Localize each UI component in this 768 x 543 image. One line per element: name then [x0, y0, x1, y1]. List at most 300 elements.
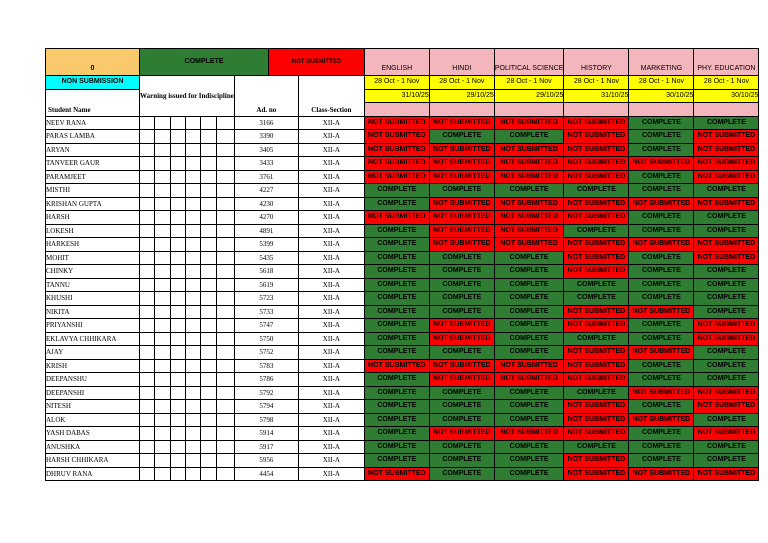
- due-date-cell[interactable]: 30/10/25: [629, 89, 694, 103]
- warning-mark-cell[interactable]: [201, 292, 216, 306]
- class-section-cell[interactable]: XII-A: [298, 197, 364, 211]
- empty-pink-cell[interactable]: [429, 103, 494, 117]
- status-cell[interactable]: NOT SUBMITTED: [694, 197, 759, 211]
- status-cell[interactable]: NOT SUBMITTED: [494, 211, 564, 225]
- status-cell[interactable]: COMPLETE: [629, 116, 694, 130]
- warning-mark-cell[interactable]: [201, 251, 216, 265]
- warning-mark-cell[interactable]: [185, 197, 200, 211]
- status-cell[interactable]: NOT SUBMITTED: [364, 467, 429, 481]
- warning-mark-cell[interactable]: [185, 386, 200, 400]
- warning-mark-cell[interactable]: [216, 427, 234, 441]
- status-cell[interactable]: COMPLETE: [694, 211, 759, 225]
- warning-mark-cell[interactable]: [201, 373, 216, 387]
- class-section-cell[interactable]: XII-A: [298, 211, 364, 225]
- warning-mark-cell[interactable]: [155, 400, 170, 414]
- class-section-cell[interactable]: XII-A: [298, 467, 364, 481]
- warning-mark-cell[interactable]: [201, 319, 216, 333]
- ad-no-cell[interactable]: 3390: [234, 130, 298, 144]
- status-cell[interactable]: NOT SUBMITTED: [564, 427, 629, 441]
- status-cell[interactable]: NOT SUBMITTED: [429, 427, 494, 441]
- warning-mark-cell[interactable]: [170, 265, 185, 279]
- warning-mark-cell[interactable]: [185, 116, 200, 130]
- status-cell[interactable]: NOT SUBMITTED: [564, 467, 629, 481]
- status-cell[interactable]: COMPLETE: [694, 359, 759, 373]
- status-cell[interactable]: NOT SUBMITTED: [694, 143, 759, 157]
- student-name-cell[interactable]: DEEPANSHU: [46, 373, 140, 387]
- status-cell[interactable]: COMPLETE: [429, 346, 494, 360]
- warning-mark-cell[interactable]: [170, 170, 185, 184]
- status-cell[interactable]: NOT SUBMITTED: [629, 238, 694, 252]
- status-cell[interactable]: NOT SUBMITTED: [564, 143, 629, 157]
- status-cell[interactable]: COMPLETE: [629, 170, 694, 184]
- status-cell[interactable]: NOT SUBMITTED: [494, 427, 564, 441]
- status-cell[interactable]: COMPLETE: [429, 292, 494, 306]
- status-cell[interactable]: NOT SUBMITTED: [564, 400, 629, 414]
- warning-mark-cell[interactable]: [185, 373, 200, 387]
- warning-mark-cell[interactable]: [185, 265, 200, 279]
- warning-mark-cell[interactable]: [140, 440, 155, 454]
- warning-mark-cell[interactable]: [216, 305, 234, 319]
- status-cell[interactable]: COMPLETE: [494, 346, 564, 360]
- ad-no-cell[interactable]: 5914: [234, 427, 298, 441]
- status-cell[interactable]: COMPLETE: [494, 332, 564, 346]
- class-section-cell[interactable]: XII-A: [298, 305, 364, 319]
- status-cell[interactable]: NOT SUBMITTED: [629, 197, 694, 211]
- warning-mark-cell[interactable]: [170, 211, 185, 225]
- warning-mark-cell[interactable]: [185, 157, 200, 171]
- status-cell[interactable]: COMPLETE: [629, 440, 694, 454]
- due-date-cell[interactable]: 30/10/25: [694, 89, 759, 103]
- warning-mark-cell[interactable]: [185, 170, 200, 184]
- status-cell[interactable]: COMPLETE: [629, 211, 694, 225]
- status-cell[interactable]: NOT SUBMITTED: [429, 143, 494, 157]
- ad-no-cell[interactable]: 4270: [234, 211, 298, 225]
- warning-mark-cell[interactable]: [140, 454, 155, 468]
- warning-mark-cell[interactable]: [170, 346, 185, 360]
- student-name-cell[interactable]: DEEPANSHI: [46, 386, 140, 400]
- status-cell[interactable]: NOT SUBMITTED: [494, 373, 564, 387]
- status-cell[interactable]: NOT SUBMITTED: [629, 305, 694, 319]
- warning-mark-cell[interactable]: [155, 265, 170, 279]
- empty-pink-cell[interactable]: [694, 103, 759, 117]
- status-cell[interactable]: NOT SUBMITTED: [564, 319, 629, 333]
- warning-mark-cell[interactable]: [170, 130, 185, 144]
- status-cell[interactable]: COMPLETE: [629, 332, 694, 346]
- class-section-cell[interactable]: XII-A: [298, 346, 364, 360]
- warning-mark-cell[interactable]: [140, 373, 155, 387]
- warning-mark-cell[interactable]: [216, 332, 234, 346]
- ad-no-cell[interactable]: 4227: [234, 184, 298, 198]
- class-section-cell[interactable]: XII-A: [298, 278, 364, 292]
- warning-mark-cell[interactable]: [201, 359, 216, 373]
- warning-mark-cell[interactable]: [216, 278, 234, 292]
- warning-mark-cell[interactable]: [185, 278, 200, 292]
- warning-mark-cell[interactable]: [185, 346, 200, 360]
- status-cell[interactable]: COMPLETE: [494, 265, 564, 279]
- status-cell[interactable]: NOT SUBMITTED: [429, 238, 494, 252]
- warning-mark-cell[interactable]: [201, 454, 216, 468]
- status-cell[interactable]: COMPLETE: [629, 359, 694, 373]
- status-cell[interactable]: NOT SUBMITTED: [629, 157, 694, 171]
- warning-mark-cell[interactable]: [201, 278, 216, 292]
- warning-mark-cell[interactable]: [155, 157, 170, 171]
- warning-mark-cell[interactable]: [140, 386, 155, 400]
- warning-mark-cell[interactable]: [201, 170, 216, 184]
- warning-mark-cell[interactable]: [140, 211, 155, 225]
- warning-mark-cell[interactable]: [201, 413, 216, 427]
- warning-mark-cell[interactable]: [155, 346, 170, 360]
- status-cell[interactable]: COMPLETE: [364, 373, 429, 387]
- warning-mark-cell[interactable]: [140, 427, 155, 441]
- status-cell[interactable]: COMPLETE: [429, 184, 494, 198]
- status-cell[interactable]: COMPLETE: [629, 265, 694, 279]
- status-cell[interactable]: NOT SUBMITTED: [564, 454, 629, 468]
- warning-mark-cell[interactable]: [140, 467, 155, 481]
- status-cell[interactable]: COMPLETE: [629, 224, 694, 238]
- status-cell[interactable]: NOT SUBMITTED: [629, 346, 694, 360]
- warning-mark-cell[interactable]: [216, 116, 234, 130]
- status-cell[interactable]: NOT SUBMITTED: [694, 170, 759, 184]
- status-cell[interactable]: COMPLETE: [429, 400, 494, 414]
- warning-mark-cell[interactable]: [140, 224, 155, 238]
- status-cell[interactable]: NOT SUBMITTED: [694, 467, 759, 481]
- status-cell[interactable]: COMPLETE: [429, 386, 494, 400]
- status-cell[interactable]: COMPLETE: [494, 454, 564, 468]
- warning-mark-cell[interactable]: [170, 359, 185, 373]
- status-cell[interactable]: COMPLETE: [429, 305, 494, 319]
- warning-mark-cell[interactable]: [140, 238, 155, 252]
- status-cell[interactable]: COMPLETE: [429, 251, 494, 265]
- student-name-cell[interactable]: HARSH CHHIKARA: [46, 454, 140, 468]
- status-cell[interactable]: COMPLETE: [364, 319, 429, 333]
- subject-header[interactable]: HISTORY: [564, 49, 629, 76]
- warning-mark-cell[interactable]: [185, 427, 200, 441]
- warning-mark-cell[interactable]: [216, 386, 234, 400]
- status-cell[interactable]: COMPLETE: [429, 440, 494, 454]
- warning-mark-cell[interactable]: [170, 143, 185, 157]
- status-cell[interactable]: NOT SUBMITTED: [429, 373, 494, 387]
- status-cell[interactable]: NOT SUBMITTED: [564, 130, 629, 144]
- status-cell[interactable]: NOT SUBMITTED: [564, 265, 629, 279]
- warning-mark-cell[interactable]: [155, 413, 170, 427]
- status-cell[interactable]: COMPLETE: [629, 292, 694, 306]
- warning-mark-cell[interactable]: [170, 386, 185, 400]
- window-cell[interactable]: 28 Oct - 1 Nov: [429, 76, 494, 90]
- status-cell[interactable]: COMPLETE: [364, 224, 429, 238]
- warning-mark-cell[interactable]: [216, 197, 234, 211]
- warning-mark-cell[interactable]: [170, 440, 185, 454]
- status-cell[interactable]: COMPLETE: [364, 305, 429, 319]
- status-cell[interactable]: COMPLETE: [564, 332, 629, 346]
- warning-mark-cell[interactable]: [155, 332, 170, 346]
- status-cell[interactable]: COMPLETE: [564, 440, 629, 454]
- student-name-cell[interactable]: CHINKY: [46, 265, 140, 279]
- status-cell[interactable]: NOT SUBMITTED: [364, 211, 429, 225]
- class-section-cell[interactable]: XII-A: [298, 265, 364, 279]
- warning-mark-cell[interactable]: [170, 157, 185, 171]
- warning-mark-cell[interactable]: [185, 400, 200, 414]
- subject-header[interactable]: PHY. EDUCATION: [694, 49, 759, 76]
- status-cell[interactable]: COMPLETE: [364, 238, 429, 252]
- warning-mark-cell[interactable]: [170, 467, 185, 481]
- warning-mark-cell[interactable]: [185, 292, 200, 306]
- warning-mark-cell[interactable]: [201, 427, 216, 441]
- warning-mark-cell[interactable]: [216, 346, 234, 360]
- warning-mark-cell[interactable]: [185, 211, 200, 225]
- non-submission-label[interactable]: NON SUBMISSION: [46, 76, 140, 90]
- class-section-cell[interactable]: XII-A: [298, 238, 364, 252]
- warning-mark-cell[interactable]: [170, 116, 185, 130]
- status-cell[interactable]: NOT SUBMITTED: [629, 467, 694, 481]
- warning-mark-cell[interactable]: [170, 197, 185, 211]
- warning-mark-cell[interactable]: [216, 157, 234, 171]
- ad-no-cell[interactable]: 5752: [234, 346, 298, 360]
- status-cell[interactable]: NOT SUBMITTED: [629, 413, 694, 427]
- warning-mark-cell[interactable]: [185, 251, 200, 265]
- warning-mark-cell[interactable]: [140, 346, 155, 360]
- warning-mark-cell[interactable]: [216, 454, 234, 468]
- status-cell[interactable]: COMPLETE: [364, 278, 429, 292]
- warning-mark-cell[interactable]: [170, 427, 185, 441]
- warning-mark-cell[interactable]: [170, 251, 185, 265]
- warning-mark-cell[interactable]: [216, 143, 234, 157]
- warning-mark-cell[interactable]: [185, 359, 200, 373]
- warning-mark-cell[interactable]: [170, 332, 185, 346]
- ad-no-header[interactable]: Ad. no: [234, 76, 298, 117]
- status-cell[interactable]: NOT SUBMITTED: [564, 197, 629, 211]
- student-name-cell[interactable]: HARSH: [46, 211, 140, 225]
- warning-mark-cell[interactable]: [140, 400, 155, 414]
- status-cell[interactable]: COMPLETE: [629, 427, 694, 441]
- status-cell[interactable]: COMPLETE: [629, 278, 694, 292]
- status-cell[interactable]: NOT SUBMITTED: [564, 346, 629, 360]
- warning-mark-cell[interactable]: [170, 278, 185, 292]
- warning-mark-cell[interactable]: [155, 305, 170, 319]
- warning-mark-cell[interactable]: [140, 116, 155, 130]
- status-cell[interactable]: NOT SUBMITTED: [564, 359, 629, 373]
- warning-mark-cell[interactable]: [155, 278, 170, 292]
- warning-mark-cell[interactable]: [155, 251, 170, 265]
- warning-mark-cell[interactable]: [201, 130, 216, 144]
- ad-no-cell[interactable]: 3405: [234, 143, 298, 157]
- student-name-cell[interactable]: EKLAVYA CHHIKARA: [46, 332, 140, 346]
- student-name-cell[interactable]: DHRUV RANA: [46, 467, 140, 481]
- student-name-cell[interactable]: NITESH: [46, 400, 140, 414]
- subject-header[interactable]: MARKETING: [629, 49, 694, 76]
- status-cell[interactable]: NOT SUBMITTED: [564, 305, 629, 319]
- warning-mark-cell[interactable]: [201, 346, 216, 360]
- status-cell[interactable]: NOT SUBMITTED: [429, 332, 494, 346]
- class-section-cell[interactable]: XII-A: [298, 386, 364, 400]
- status-cell[interactable]: COMPLETE: [429, 467, 494, 481]
- status-cell[interactable]: COMPLETE: [364, 346, 429, 360]
- status-cell[interactable]: NOT SUBMITTED: [494, 157, 564, 171]
- status-cell[interactable]: NOT SUBMITTED: [564, 238, 629, 252]
- window-cell[interactable]: 28 Oct - 1 Nov: [564, 76, 629, 90]
- status-cell[interactable]: NOT SUBMITTED: [494, 197, 564, 211]
- warning-mark-cell[interactable]: [155, 359, 170, 373]
- status-cell[interactable]: COMPLETE: [694, 184, 759, 198]
- status-cell[interactable]: COMPLETE: [364, 427, 429, 441]
- warning-mark-cell[interactable]: [201, 211, 216, 225]
- ad-no-cell[interactable]: 5917: [234, 440, 298, 454]
- status-cell[interactable]: COMPLETE: [364, 454, 429, 468]
- status-cell[interactable]: COMPLETE: [564, 224, 629, 238]
- subject-header[interactable]: POLITICAL SCIENCE: [494, 49, 564, 76]
- ad-no-cell[interactable]: 5750: [234, 332, 298, 346]
- warning-mark-cell[interactable]: [201, 224, 216, 238]
- status-cell[interactable]: COMPLETE: [494, 278, 564, 292]
- status-cell[interactable]: COMPLETE: [429, 130, 494, 144]
- class-section-cell[interactable]: XII-A: [298, 440, 364, 454]
- empty-pink-cell[interactable]: [364, 103, 429, 117]
- warning-mark-cell[interactable]: [140, 130, 155, 144]
- status-cell[interactable]: COMPLETE: [364, 197, 429, 211]
- status-cell[interactable]: NOT SUBMITTED: [494, 143, 564, 157]
- warning-mark-cell[interactable]: [201, 400, 216, 414]
- status-cell[interactable]: NOT SUBMITTED: [494, 116, 564, 130]
- subject-header[interactable]: HINDI: [429, 49, 494, 76]
- student-name-cell[interactable]: NIKITA: [46, 305, 140, 319]
- warning-header[interactable]: Warning issued for Indiscipline: [140, 76, 235, 117]
- warning-mark-cell[interactable]: [155, 197, 170, 211]
- status-cell[interactable]: COMPLETE: [694, 305, 759, 319]
- warning-mark-cell[interactable]: [170, 238, 185, 252]
- warning-mark-cell[interactable]: [201, 184, 216, 198]
- status-cell[interactable]: COMPLETE: [494, 440, 564, 454]
- status-cell[interactable]: COMPLETE: [694, 373, 759, 387]
- status-cell[interactable]: NOT SUBMITTED: [364, 116, 429, 130]
- ad-no-cell[interactable]: 5792: [234, 386, 298, 400]
- status-cell[interactable]: COMPLETE: [364, 265, 429, 279]
- status-cell[interactable]: COMPLETE: [564, 184, 629, 198]
- class-section-cell[interactable]: XII-A: [298, 130, 364, 144]
- warning-mark-cell[interactable]: [216, 130, 234, 144]
- status-cell[interactable]: COMPLETE: [364, 386, 429, 400]
- ad-no-cell[interactable]: 3166: [234, 116, 298, 130]
- ad-no-cell[interactable]: 5786: [234, 373, 298, 387]
- ad-no-cell[interactable]: 5794: [234, 400, 298, 414]
- student-name-cell[interactable]: PARAS LAMBA: [46, 130, 140, 144]
- warning-mark-cell[interactable]: [140, 157, 155, 171]
- status-cell[interactable]: COMPLETE: [364, 184, 429, 198]
- status-cell[interactable]: COMPLETE: [629, 454, 694, 468]
- warning-mark-cell[interactable]: [185, 224, 200, 238]
- status-cell[interactable]: COMPLETE: [364, 400, 429, 414]
- class-section-cell[interactable]: XII-A: [298, 170, 364, 184]
- status-cell[interactable]: NOT SUBMITTED: [694, 386, 759, 400]
- status-cell[interactable]: COMPLETE: [429, 454, 494, 468]
- status-cell[interactable]: COMPLETE: [629, 143, 694, 157]
- ad-no-cell[interactable]: 5618: [234, 265, 298, 279]
- warning-mark-cell[interactable]: [155, 143, 170, 157]
- warning-mark-cell[interactable]: [216, 292, 234, 306]
- warning-mark-cell[interactable]: [201, 265, 216, 279]
- status-cell[interactable]: COMPLETE: [364, 251, 429, 265]
- student-name-cell[interactable]: NEEV RANA: [46, 116, 140, 130]
- warning-mark-cell[interactable]: [140, 184, 155, 198]
- warning-mark-cell[interactable]: [155, 386, 170, 400]
- status-cell[interactable]: COMPLETE: [564, 278, 629, 292]
- warning-mark-cell[interactable]: [170, 319, 185, 333]
- warning-mark-cell[interactable]: [185, 467, 200, 481]
- warning-mark-cell[interactable]: [170, 413, 185, 427]
- warning-mark-cell[interactable]: [216, 211, 234, 225]
- empty-pink-cell[interactable]: [494, 103, 564, 117]
- status-cell[interactable]: NOT SUBMITTED: [694, 157, 759, 171]
- status-cell[interactable]: COMPLETE: [494, 413, 564, 427]
- student-name-cell[interactable]: ANUSHKA: [46, 440, 140, 454]
- status-cell[interactable]: COMPLETE: [429, 413, 494, 427]
- status-cell[interactable]: COMPLETE: [694, 224, 759, 238]
- warning-mark-cell[interactable]: [170, 373, 185, 387]
- warning-mark-cell[interactable]: [216, 467, 234, 481]
- student-name-cell[interactable]: TANVEER GAUR: [46, 157, 140, 171]
- empty-pink-cell[interactable]: [629, 103, 694, 117]
- warning-mark-cell[interactable]: [216, 413, 234, 427]
- status-cell[interactable]: NOT SUBMITTED: [429, 224, 494, 238]
- warning-mark-cell[interactable]: [216, 440, 234, 454]
- status-cell[interactable]: NOT SUBMITTED: [364, 170, 429, 184]
- warning-mark-cell[interactable]: [216, 170, 234, 184]
- warning-mark-cell[interactable]: [140, 359, 155, 373]
- warning-mark-cell[interactable]: [185, 332, 200, 346]
- due-date-cell[interactable]: 29/10/25: [429, 89, 494, 103]
- status-cell[interactable]: COMPLETE: [694, 346, 759, 360]
- warning-mark-cell[interactable]: [140, 278, 155, 292]
- status-cell[interactable]: COMPLETE: [494, 319, 564, 333]
- class-section-cell[interactable]: XII-A: [298, 157, 364, 171]
- student-name-cell[interactable]: KHUSHI: [46, 292, 140, 306]
- warning-mark-cell[interactable]: [216, 184, 234, 198]
- warning-mark-cell[interactable]: [185, 305, 200, 319]
- status-cell[interactable]: NOT SUBMITTED: [429, 211, 494, 225]
- status-cell[interactable]: COMPLETE: [364, 413, 429, 427]
- warning-mark-cell[interactable]: [201, 116, 216, 130]
- warning-mark-cell[interactable]: [155, 319, 170, 333]
- status-cell[interactable]: NOT SUBMITTED: [694, 400, 759, 414]
- warning-mark-cell[interactable]: [201, 467, 216, 481]
- class-section-cell[interactable]: XII-A: [298, 400, 364, 414]
- status-cell[interactable]: COMPLETE: [494, 130, 564, 144]
- student-name-cell[interactable]: ARYAN: [46, 143, 140, 157]
- status-cell[interactable]: COMPLETE: [629, 184, 694, 198]
- empty-pink-cell[interactable]: [564, 103, 629, 117]
- warning-mark-cell[interactable]: [201, 157, 216, 171]
- warning-mark-cell[interactable]: [140, 332, 155, 346]
- status-cell[interactable]: COMPLETE: [694, 454, 759, 468]
- student-name-cell[interactable]: PARAMJEET: [46, 170, 140, 184]
- warning-mark-cell[interactable]: [155, 467, 170, 481]
- status-cell[interactable]: NOT SUBMITTED: [564, 251, 629, 265]
- status-cell[interactable]: NOT SUBMITTED: [564, 211, 629, 225]
- status-cell[interactable]: COMPLETE: [629, 400, 694, 414]
- student-name-cell[interactable]: KRISHAN GUPTA: [46, 197, 140, 211]
- ad-no-cell[interactable]: 5747: [234, 319, 298, 333]
- status-cell[interactable]: NOT SUBMITTED: [694, 319, 759, 333]
- student-name-cell[interactable]: KRISH: [46, 359, 140, 373]
- ad-no-cell[interactable]: 5798: [234, 413, 298, 427]
- ad-no-cell[interactable]: 3761: [234, 170, 298, 184]
- warning-mark-cell[interactable]: [170, 400, 185, 414]
- ad-no-cell[interactable]: 4230: [234, 197, 298, 211]
- class-section-cell[interactable]: XII-A: [298, 251, 364, 265]
- warning-mark-cell[interactable]: [155, 211, 170, 225]
- warning-mark-cell[interactable]: [170, 305, 185, 319]
- student-name-cell[interactable]: TANNU: [46, 278, 140, 292]
- warning-mark-cell[interactable]: [140, 265, 155, 279]
- warning-mark-cell[interactable]: [155, 440, 170, 454]
